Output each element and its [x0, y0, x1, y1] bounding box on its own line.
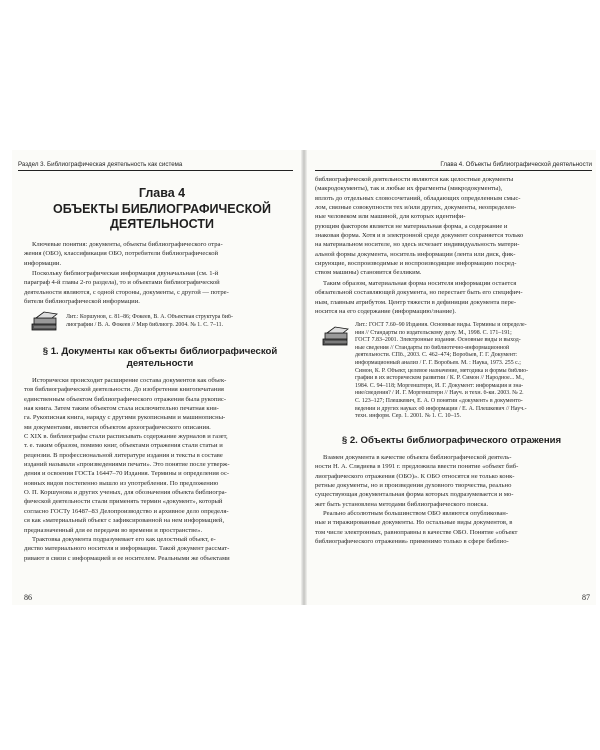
chapter-title-line: ОБЪЕКТЫ БИБЛИОГРАФИЧЕСКОЙ — [52, 202, 272, 216]
body-text-left — [24, 376, 295, 563]
text-line: дения и освоения ГОСТа 16447–70 Издания. Термины и определения ос- — [24, 470, 230, 478]
right-page — [305, 150, 596, 605]
page-number-left: 86 — [24, 593, 32, 602]
text-line: техн. информ. Сер. 1. 2001. № 1. С. 10–15. — [355, 413, 461, 420]
text-line: лиографии / В. А. Фокеев // Мир библиогр. 2004. № 1. С. 7–11. — [66, 321, 224, 328]
left-page — [12, 150, 303, 605]
text-line: альной формы документа, носитель информации (лента или диск, фик- — [315, 250, 516, 258]
text-line: деятельности. СПб., 2003. С. 462–474; Воробьев, Г. Г. Документ: — [355, 352, 518, 359]
text-line: ством машины) становится безликим. — [315, 269, 422, 277]
text-line: ретные документы, но и произведения духовного творчества, реально — [315, 482, 512, 490]
text-line: жет быть установлена методами библиографического поиска. — [315, 500, 489, 508]
body-text-right-3 — [315, 453, 588, 546]
book-spread — [12, 150, 596, 605]
text-line: носится на его содержание (информацию/знание). — [315, 308, 457, 316]
chapter-number: Глава 4 — [138, 186, 186, 200]
text-line: Трактовка документа подразумевает его как целостный объект, е- — [32, 535, 216, 543]
text-line: жения (ОБО), классификация ОБО, потребители библиографической — [24, 250, 219, 258]
text-line: том числе электронных, равноправны в качестве ОБО. Понятие «объект — [315, 528, 518, 536]
text-line: Лит.: ГОСТ 7.60–90 Издания. Основные виды. Термины и определе- — [355, 322, 527, 328]
text-line: С. 123–127; Плешкевич, Е. А. О понятии «документ» в документо- — [355, 397, 523, 404]
text-line: О. П. Коршунова и других ученых, для обозначения объекта библиогра- — [24, 489, 227, 497]
section-title-line: § 1. Документы как объекты библиографической — [42, 346, 278, 357]
text-line: ми документами, является объектом археографического описания. — [24, 423, 211, 431]
section-title-line: деятельности — [126, 358, 194, 369]
text-line: лиографического отражения (ОБО)». К ОБО относятся не только конк- — [315, 472, 515, 480]
text-line: информации. — [24, 259, 62, 267]
text-line: единственным объектом библиографического отражения была рукопис- — [24, 395, 227, 403]
text-line: Исторически происходит расширение состава документов как объек- — [32, 377, 227, 384]
text-line: ведении и других науках об информации / Е. А. Плешкевич // Науч.- — [355, 405, 527, 412]
text-line: диство материального носителя и информации. Такой документ рассмат- — [24, 545, 230, 553]
text-line: ривают в связи с информацией и ее носителем. Реальными же объектами — [24, 554, 230, 562]
text-line: Реально абсолютным большинством ОБО являются опубликован- — [323, 510, 509, 518]
section-title — [26, 346, 294, 370]
text-line: С XIX в. библиографы стали расписывать содержание журналов и газет, — [24, 433, 228, 441]
text-line: ности Н. А. Слядиева в 1991 г. предложила ввести понятие «объект биб- — [315, 463, 519, 471]
text-line: га. Рукописная книга, наряду с другими рукописными и машинописны- — [24, 414, 226, 422]
literature-note — [355, 322, 588, 421]
text-line: параграф 4-й главы 2-го раздела), то и объектами библиографической — [24, 279, 220, 287]
page-number-right: 87 — [582, 593, 590, 602]
text-line: библиографического отражения» применимо только в сфере библио- — [315, 538, 509, 546]
text-line: вплоть до отдельных словосочетаний, обладающих определенным смыс- — [315, 194, 521, 202]
text-line: деятельности являются, с одной стороны, документы, с другой — потре- — [24, 288, 229, 296]
body-text-right-2 — [315, 279, 588, 316]
running-header-left: Раздел 3. Библиографическая деятельность как система — [18, 160, 293, 171]
text-line: предназначенный для ее передачи во времени и пространстве». — [24, 526, 203, 534]
text-line: (макродокументы), так и любые их фрагменты (микродокументы), — [315, 185, 503, 193]
text-line: Таким образом, материальная форма носителя информации остается — [323, 280, 517, 287]
text-line: ния // Стандарты по издательскому делу. М., 1998. С. 171–191; — [355, 329, 512, 336]
text-line: знаковая форма. Хотя и в электронной среде документ сохраняется только — [315, 232, 524, 240]
text-line: согласно ГОСТу 16487–83 Делопроизводство и архивное дело определя- — [24, 507, 229, 515]
section-title: § 2. Объекты библиографического отражения — [341, 435, 562, 446]
text-line: лом, связные совокупности тех и/или других, документы, неопределен- — [315, 204, 517, 212]
text-line: изданий называли «произведениями печати». Это понятие после утверж- — [24, 461, 230, 469]
chapter-title-line: ДЕЯТЕЛЬНОСТИ — [109, 217, 215, 231]
text-line: Взамен документа в качестве объекта библиографической деятель- — [323, 454, 512, 461]
text-line: ным, главным атрибутом. Центр тяжести в дефиниции документа пере- — [315, 298, 517, 306]
text-line: ние/сведения? / И. Г. Моргенштерн // Науч. и техн. б-ки. 2003. № 2. — [355, 390, 524, 397]
text-line: графии в их историческом развитии / К. Р. Симон // Народное... М., — [355, 375, 524, 382]
running-header-right: Глава 4. Объекты библиографической деятельности — [315, 160, 592, 171]
text-line: обязательной составляющей документа, но перестает быть его специфич- — [315, 289, 523, 297]
text-line: 1984. С. 94–118; Моргенштерн, И. Г. Документ: информация и зна- — [355, 382, 524, 389]
text-line: Ключевые понятия: документы, объекты библиографического отра- — [32, 241, 223, 248]
text-line: библиографической деятельности являются как целостные документы — [315, 176, 514, 183]
text-line: информационный анализ / Г. Г. Воробьев. М. : Наука, 1973. 255 с.; — [355, 359, 521, 366]
text-line: ные человеком или машиной, для которых идентифи- — [315, 213, 466, 221]
text-line: рецензии. В профессиональной литературе издания и тексты в составе — [24, 451, 223, 459]
text-line: Поскольку библиографическая информация двуначальная (см. 1-й — [32, 270, 219, 277]
text-line: тов библиографической деятельности. До изобретения книгопечатания — [24, 386, 224, 394]
books-icon — [321, 325, 351, 347]
text-line: бители библиографической информации. — [24, 298, 140, 306]
text-line: на материальном носителе, но здесь исчезает индивидуальность матери- — [315, 241, 520, 249]
body-text-right-1 — [315, 175, 588, 278]
intro-paragraph — [24, 269, 295, 306]
books-icon — [30, 310, 60, 332]
text-line: ная книга. Затем таким объектом стала исключительно печатная кни- — [24, 405, 219, 413]
text-line: сирующие, воспроизводимые и воспроизводящие информацию посред- — [315, 260, 517, 268]
text-line: ся как «материальный объект с зафиксированной на нем информацией, — [24, 517, 225, 525]
text-line: рующим фактором является не материальная форма, а содержание и — [315, 222, 508, 230]
text-line: ные и тиражированные документы. Но остальные виды документов, в — [315, 519, 513, 527]
text-line: ГОСТ 7.83–2001. Электронные издания. Основные виды и выход- — [355, 337, 521, 344]
text-line: Лит.: Коршунов, с. 81–86; Фокеев, В. А. Объектная структура биб- — [66, 314, 233, 320]
text-line: т. е. таким образом, помимо книг, объектами отражения стали статьи и — [24, 442, 223, 450]
text-line: существующая документальная форма которых подразумевается и мо- — [315, 491, 514, 499]
text-line: ные сведения // Стандарты по библиотечно-информационной — [355, 344, 510, 351]
text-line: Симон, К. Р. Объект, целевое назначение, методика и формы библио- — [355, 367, 529, 374]
literature-note — [66, 314, 295, 329]
text-line: фической деятельности стали применять термин «документ», который — [24, 498, 223, 506]
text-line: новных видов постепенно вышло из употребления. По предложению — [24, 479, 219, 487]
keywords-paragraph — [24, 240, 295, 268]
chapter-title — [32, 202, 292, 232]
